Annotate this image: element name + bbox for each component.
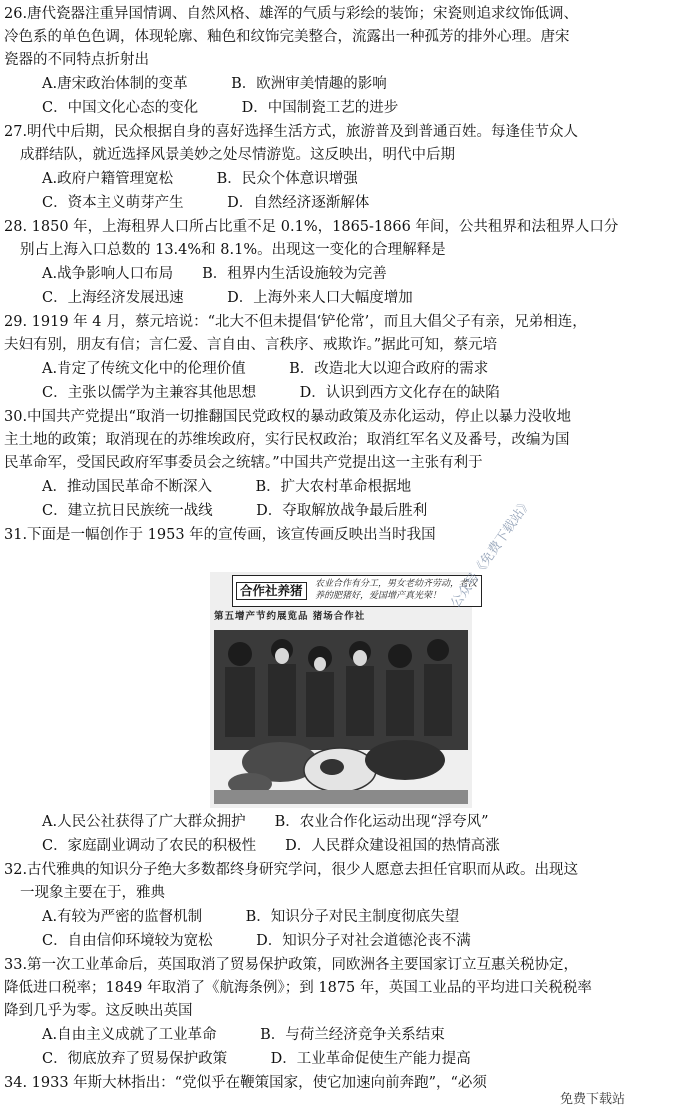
answer-options-line: A.有较为严密的监督机制 B．知识分子对民主制度彻底失望 xyxy=(42,909,460,925)
question-text-line: 冷色系的单色色调，体现轮廓、釉色和纹饰完美整合，流露出一种孤芳的排外心理。唐宋 xyxy=(4,29,570,45)
poster-banner: 第五增产节约展览品 猪场合作社 xyxy=(214,611,366,622)
question-text-line: 30.中国共产党提出“取消一切推翻国民党政权的暴动政策及赤化运动，停止以暴力没收地 xyxy=(4,409,571,425)
answer-options-line: C．上海经济发展迅速 D．上海外来人口大幅度增加 xyxy=(42,290,413,306)
watermark-text: 公众号《免费下载站》 xyxy=(448,495,536,611)
poster-illustration xyxy=(210,572,472,808)
answer-options-line: C．自由信仰环境较为宽松 D．知识分子对社会道德沦丧不满 xyxy=(42,933,471,949)
question-text-line: 28. 1850 年，上海租界人口所占比重不足 0.1%，1865-1866 年间，公共租界和法租界人口分 xyxy=(4,219,619,235)
question-text-line: 成群结队，就近选择风景美妙之处尽情游览。这反映出，明代中后期 xyxy=(20,147,455,163)
answer-options-line: A.战争影响人口布局 B．租界内生活设施较为完善 xyxy=(42,266,387,282)
answer-options-line: A.自由主义成就了工业革命 B．与荷兰经济竞争关系结束 xyxy=(42,1027,445,1043)
question-text-line: 瓷器的不同特点折射出 xyxy=(4,52,149,68)
question-text-line: 26.唐代瓷器注重异国情调、自然风格、雄浑的气质与彩绘的装饰；宋瓷则追求纹饰低调、 xyxy=(4,6,579,22)
question-text-line: 33.第一次工业革命后，英国取消了贸易保护政策，同欧洲各主要国家订立互惠关税协定， xyxy=(4,957,579,973)
answer-options-line: A.肯定了传统文化中的伦理价值 B．改造北大以迎合政府的需求 xyxy=(42,361,489,377)
answer-options-line: A.人民公社获得了广大群众拥护 B．农业合作化运动出现“浮夸风” xyxy=(42,814,489,830)
question-text-line: 降到几乎为零。这反映出英国 xyxy=(4,1003,193,1019)
answer-options-line: A.唐宋政治体制的变革 B．欧洲审美情趣的影响 xyxy=(42,76,387,92)
propaganda-poster-image xyxy=(210,572,472,808)
question-text-line: 民革命军，受国民政府军事委员会之统辖。”中国共产党提出这一主张有利于 xyxy=(4,455,483,471)
question-text-line: 31.下面是一幅创作于 1953 年的宣传画，该宣传画反映出当时我国 xyxy=(4,527,436,543)
answer-options-line: C．资本主义萌芽产生 D．自然经济逐渐解体 xyxy=(42,195,370,211)
question-text-line: 27.明代中后期，民众根据自身的喜好选择生活方式，旅游普及到普通百姓。每逢佳节众人 xyxy=(4,124,579,140)
question-text-line: 29. 1919 年 4 月，蔡元培说：“北大不但未提倡‘铲伦常’，而且大倡父子有亲，兄弟相连， xyxy=(4,314,587,330)
question-text-line: 一现象主要在于，雅典 xyxy=(20,885,165,901)
answer-options-line: C．家庭副业调动了农民的积极性 D．人民群众建设祖国的热情高涨 xyxy=(42,838,500,854)
poster-title: 合作社养猪 xyxy=(236,582,307,600)
question-text-line: 夫妇有别，朋友有信；言仁爱、言自由、言秩序、戒欺诈。”据此可知，蔡元培 xyxy=(4,337,498,353)
question-text-line: 别占上海入口总数的 13.4%和 8.1%。出现这一变化的合理解释是 xyxy=(20,242,446,258)
answer-options-line: C．中国文化心态的变化 D．中国制瓷工艺的进步 xyxy=(42,100,399,116)
poster-caption: 农业合作有分工，男女老幼齐劳动，老汉养的肥猪好，爱国增产真光荣！ xyxy=(315,579,478,601)
watermark-bottom: 免费下载站 xyxy=(560,1092,626,1107)
answer-options-line: C．主张以儒学为主兼容其他思想 D．认识到西方文化存在的缺陷 xyxy=(42,385,500,401)
answer-options-line: C．彻底放弃了贸易保护政策 D．工业革命促使生产能力提高 xyxy=(42,1051,471,1067)
question-text-line: 34. 1933 年斯大林指出：“党似乎在鞭策国家，使它加速向前奔跑”，“必须 xyxy=(4,1075,487,1091)
poster-header xyxy=(232,575,482,607)
answer-options-line: A.政府户籍管理宽松 B．民众个体意识增强 xyxy=(42,171,358,187)
answer-options-line: C．建立抗日民族统一战线 D．夺取解放战争最后胜利 xyxy=(42,503,428,519)
question-text-line: 32.古代雅典的知识分子绝大多数都终身研究学问，很少人愿意去担任官职而从政。出现这 xyxy=(4,862,579,878)
answer-options-line: A．推动国民革命不断深入 B．扩大农村革命根据地 xyxy=(42,479,412,495)
question-text-line: 降低进口税率；1849 年取消了《航海条例》；到 1875 年，英国工业品的平均进口关税税率 xyxy=(4,980,592,996)
question-text-line: 主土地的政策；取消现在的苏维埃政府，实行民权政治；取消红军名义及番号，改编为国 xyxy=(4,432,570,448)
